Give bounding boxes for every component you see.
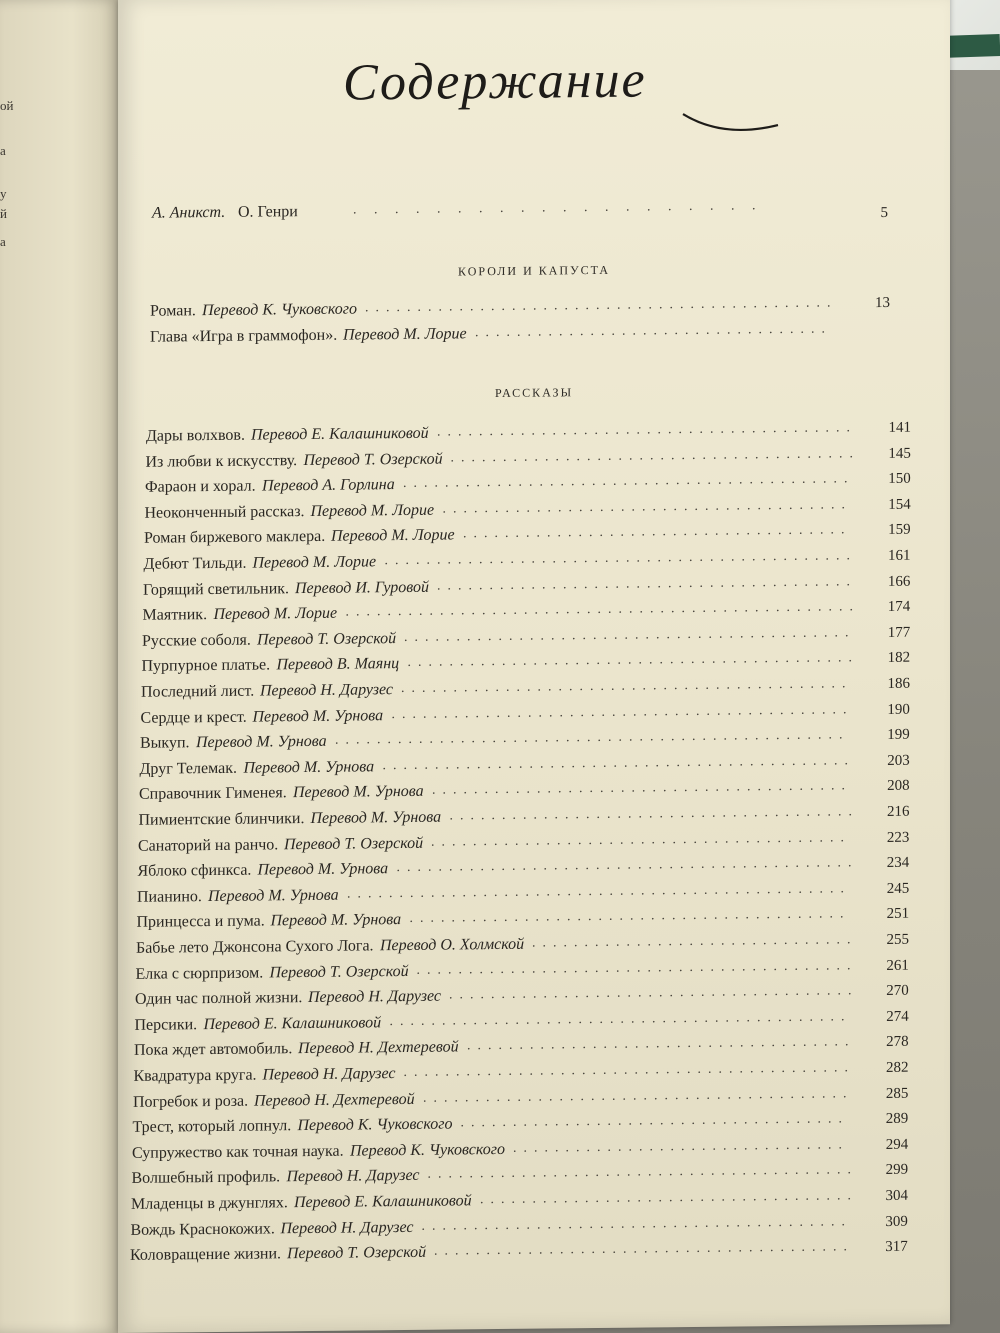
title-flourish [683, 113, 778, 130]
entry-translator: Перевод М. Урнова [208, 886, 339, 905]
entry-page-number: 299 [885, 1162, 909, 1179]
script-title-drawing [333, 43, 793, 138]
page-title [333, 43, 793, 138]
entry-title: Фараон и хорал. [145, 477, 256, 496]
entry-title: Трест, который лопнул. [132, 1117, 292, 1137]
leader-dots: .......................................... [409, 906, 851, 927]
leader-dots: ..................................... [463, 522, 852, 542]
section-heading-stories: РАССКАЗЫ [494, 385, 574, 401]
leader-dots: ....................................... [450, 445, 860, 466]
entry-page-number: 282 [886, 1059, 909, 1076]
entry-page-number: 190 [887, 701, 910, 718]
entry-page-number: 285 [885, 1085, 909, 1102]
toc-entry [118, 496, 918, 526]
entry-page-number: 186 [887, 675, 910, 692]
entry-translator: Перевод Т. Озерской [303, 450, 443, 469]
entry-title: Яблоко сфинкса. [137, 861, 252, 880]
toc-entry [118, 295, 918, 325]
toc-entry [118, 1085, 918, 1115]
entry-page-number: 245 [886, 880, 910, 897]
leader-dots: ............................................. [382, 753, 855, 774]
leader-dots: ............................... [532, 932, 858, 951]
entry-page-number: 166 [887, 573, 911, 590]
entry-translator: Перевод Е. Калашниковой [203, 1014, 382, 1033]
entry-title: Коловращение жизни. [130, 1245, 282, 1265]
toc-entry [118, 676, 918, 706]
entry-translator: Перевод А. Горлина [262, 476, 395, 495]
toc-entry [118, 599, 918, 629]
leader-dots: .................................. [475, 321, 832, 341]
entry-page-number: 255 [886, 931, 909, 948]
toc-entry [118, 804, 918, 834]
entry-title: Принцесса и пума. [136, 912, 265, 932]
entry-title: Горящий светильник. [143, 579, 290, 599]
entry-title: Санаторий на ранчо. [138, 835, 279, 855]
entry-translator: Перевод М. Урнова [196, 733, 327, 752]
toc-entry [118, 957, 918, 987]
toc-entry [118, 906, 918, 936]
leader-dots: ..................................... [467, 1034, 856, 1054]
contents-page [118, 0, 950, 1333]
entry-title: Младенцы в джунглях. [131, 1194, 288, 1213]
leader-dots: . . . . . . . . . . . . . . . . . . . . [353, 198, 763, 218]
entry-page-number: 13 [875, 294, 890, 312]
entry-translator: Перевод М. Урнова [243, 758, 375, 777]
leader-dots: ......................................... [421, 1213, 852, 1234]
leader-dots: .......................................... [416, 957, 858, 978]
left-page [0, 0, 120, 1333]
intro-author: А. Аникст. [152, 203, 226, 222]
leader-dots: ......................................... [423, 1085, 854, 1106]
entry-title: Дебют Тильди. [143, 554, 247, 573]
entry-translator: Перевод Е. Калашниковой [294, 1192, 472, 1212]
leader-dots: ................................................ [347, 881, 851, 902]
toc-entry [118, 445, 918, 475]
entry-translator: Перевод Н. Дарузес [262, 1065, 396, 1084]
entry-translator: Перевод Т. Озерской [284, 834, 424, 853]
entry-translator: Перевод М. Урнова [257, 860, 389, 879]
entry-title: Пока ждет автомобиль. [134, 1040, 293, 1060]
entry-title: Сердце и крест. [140, 708, 247, 727]
leader-dots: .................................... [480, 1188, 858, 1208]
entry-page-number: 223 [886, 829, 910, 846]
entry-title: Один час полной жизни. [135, 989, 303, 1009]
entry-title: Квадратура круга. [133, 1066, 257, 1085]
toc-entry [118, 624, 918, 654]
toc-entry [118, 1008, 918, 1038]
entry-title: Роман биржевого маклера. [144, 528, 326, 548]
entry-translator: Перевод М. Лорие [252, 553, 377, 572]
toc-entry [118, 752, 918, 782]
leader-dots: ............................................ [391, 701, 854, 722]
entry-title: Елка с сюрпризом. [135, 964, 264, 983]
toc-entry [118, 1136, 918, 1166]
entry-translator: Перевод Е. Калашниковой [251, 424, 429, 444]
entry-title: Справочник Гименея. [139, 784, 287, 804]
entry-page-number: 199 [887, 726, 910, 744]
entry-page-number: 289 [885, 1110, 909, 1128]
entry-page-number: 317 [885, 1238, 908, 1256]
entry-title: Друг Телемак. [139, 759, 238, 778]
toc-entry [118, 855, 918, 885]
left-page-fragment: й [0, 206, 7, 221]
toc-entry [118, 1188, 918, 1218]
entry-page-number [830, 321, 890, 322]
entry-page-number: 234 [886, 854, 910, 872]
entry-translator: Перевод М. Урнова [310, 808, 442, 827]
entry-translator: Перевод Н. Дарузес [260, 681, 394, 700]
entry-title: Пурпурное платье. [141, 656, 271, 676]
entry-page-number: 270 [886, 982, 909, 1000]
entry-translator: Перевод М. Урнова [293, 783, 424, 802]
title-text: Содержание [343, 51, 647, 112]
toc-entry [118, 471, 918, 501]
leader-dots: ........................................... [403, 471, 855, 492]
toc-entry [118, 1213, 918, 1243]
entry-translator: Перевод К. Чуковского [202, 300, 357, 320]
leader-dots: ........................................ [434, 1239, 854, 1259]
entry-page-number: 154 [888, 496, 911, 513]
leader-dots: ................................................. [345, 599, 860, 620]
entry-translator: Перевод Т. Озерской [257, 629, 397, 649]
toc-entry [118, 1111, 918, 1141]
entry-page-number: 174 [887, 598, 911, 616]
entry-page-number: 278 [886, 1034, 909, 1051]
leader-dots: ....................................... [449, 983, 859, 1003]
left-page-fragment: у [0, 186, 7, 201]
toc-entry [118, 778, 918, 808]
entry-title: Дары волхвов. [146, 426, 245, 445]
entry-translator: Перевод О. Холмской [380, 935, 525, 955]
section-heading-kings: КОРОЛИ И КАПУСТА [458, 262, 610, 279]
toc-entry [118, 932, 918, 962]
entry-translator: Перевод М. Лорие [331, 526, 455, 546]
entry-translator: Перевод М. Лорие [343, 325, 467, 344]
leader-dots: ............................................. [365, 295, 838, 316]
entry-page-number: 208 [887, 778, 910, 795]
toc-entry [118, 321, 918, 351]
leader-dots: ....................................... [449, 804, 859, 824]
entry-translator: Перевод М. Урнова [252, 706, 384, 726]
toc-entry [118, 548, 918, 578]
entry-page-number: 141 [888, 419, 911, 436]
entry-translator: Перевод В. Маянц [276, 655, 400, 674]
entry-title: Пимиентские блинчики. [138, 810, 305, 829]
entry-title: Роман. [150, 302, 196, 320]
entry-translator: Перевод Н. Дарузес [280, 1218, 414, 1237]
toc-entry [118, 522, 918, 552]
entry-title: Неоконченный рассказ. [144, 502, 305, 522]
toc-entry [118, 1239, 918, 1269]
entry-title: Вождь Краснокожих. [130, 1219, 275, 1239]
toc-entry [118, 1034, 918, 1064]
entry-title: Из любви к искусству. [145, 451, 298, 471]
entry-translator: Перевод М. Лорие [310, 501, 435, 520]
entry-page-number: 159 [888, 522, 911, 539]
toc-entry [118, 701, 918, 731]
leader-dots: ............................................. [384, 548, 857, 569]
leader-dots: ........................................ [437, 573, 857, 594]
entry-page-number: 309 [885, 1213, 908, 1230]
intro-title: О. Генри [238, 203, 298, 221]
entry-title: Русские соболя. [142, 631, 251, 650]
entry-page-number: 145 [888, 445, 911, 462]
toc-entry [118, 1162, 918, 1192]
leader-dots: ............................................ [396, 855, 859, 876]
entry-title: Маятник. [142, 606, 208, 624]
left-page-fragment: а [0, 143, 6, 158]
intro-entry [118, 197, 918, 227]
leader-dots: ....................................... [442, 497, 852, 517]
toc-entry [118, 650, 918, 680]
entry-translator: Перевод М. Урнова [270, 911, 402, 930]
entry-title: Пианино. [137, 887, 202, 906]
entry-page-number: 203 [887, 752, 910, 769]
entry-translator: Перевод Н. Дехтеревой [254, 1090, 415, 1110]
entry-title: Глава «Игра в граммофон». [150, 326, 338, 346]
toc-entry [118, 727, 918, 757]
entry-page-number: 261 [886, 957, 909, 974]
entry-translator: Перевод Н. Дарузес [308, 987, 442, 1007]
leader-dots: ..................................... [460, 1111, 849, 1131]
intro-page: 5 [880, 204, 888, 222]
entry-title: Последний лист. [141, 682, 255, 701]
leader-dots: ........................................... [404, 625, 856, 645]
entry-translator: Перевод Н. Дарузес [286, 1167, 420, 1186]
toc-entry [118, 983, 918, 1013]
leader-dots: ........................................ [437, 420, 857, 440]
entry-page-number: 294 [885, 1136, 909, 1153]
entry-title: Супружество как точная наука. [132, 1142, 344, 1162]
entry-translator: Перевод М. Лорие [213, 604, 338, 624]
entry-translator: Перевод Т. Озерской [287, 1243, 427, 1263]
entry-page-number: 182 [887, 650, 911, 667]
left-page-fragment: ой [0, 98, 14, 113]
toc-entry [118, 420, 918, 450]
leader-dots: ........................................ [432, 778, 852, 799]
entry-page-number: 177 [887, 624, 911, 641]
entry-page-number: 274 [886, 1008, 909, 1025]
entry-title: Волшебный профиль. [131, 1168, 281, 1188]
entry-title: Персики. [134, 1015, 198, 1034]
toc-entry [118, 573, 918, 603]
entry-translator: Перевод Т. Озерской [269, 962, 409, 982]
entry-translator: Перевод Н. Дехтеревой [298, 1038, 459, 1058]
entry-translator: Перевод К. Чуковского [350, 1140, 505, 1160]
entry-translator: Перевод И. Гуровой [295, 578, 429, 597]
entry-page-number: 304 [885, 1187, 908, 1204]
entry-page-number: 251 [886, 906, 910, 923]
leader-dots: ......................................... [427, 1162, 858, 1183]
leader-dots: ................................................. [335, 727, 850, 748]
toc-entry [118, 880, 918, 910]
toc-entry [118, 1060, 918, 1090]
leader-dots: ........................................... [403, 1060, 855, 1081]
entry-title: Погребок и роза. [133, 1092, 249, 1111]
entry-page-number: 161 [888, 547, 911, 564]
leader-dots: ............................................ [389, 1009, 852, 1029]
entry-page-number: 216 [887, 803, 910, 820]
leader-dots: ........................................... [401, 676, 853, 697]
entry-title: Бабье лето Джонсона Сухого Лога. [136, 937, 374, 957]
entry-title: Выкуп. [140, 734, 190, 752]
toc-entry [118, 829, 918, 859]
left-page-fragment: а [0, 234, 6, 249]
leader-dots: ........................................ [431, 829, 851, 850]
entry-translator: Перевод К. Чуковского [297, 1115, 453, 1135]
leader-dots: ................................ [513, 1137, 849, 1156]
entry-page-number: 150 [888, 470, 911, 488]
leader-dots: ........................................... [407, 650, 859, 671]
